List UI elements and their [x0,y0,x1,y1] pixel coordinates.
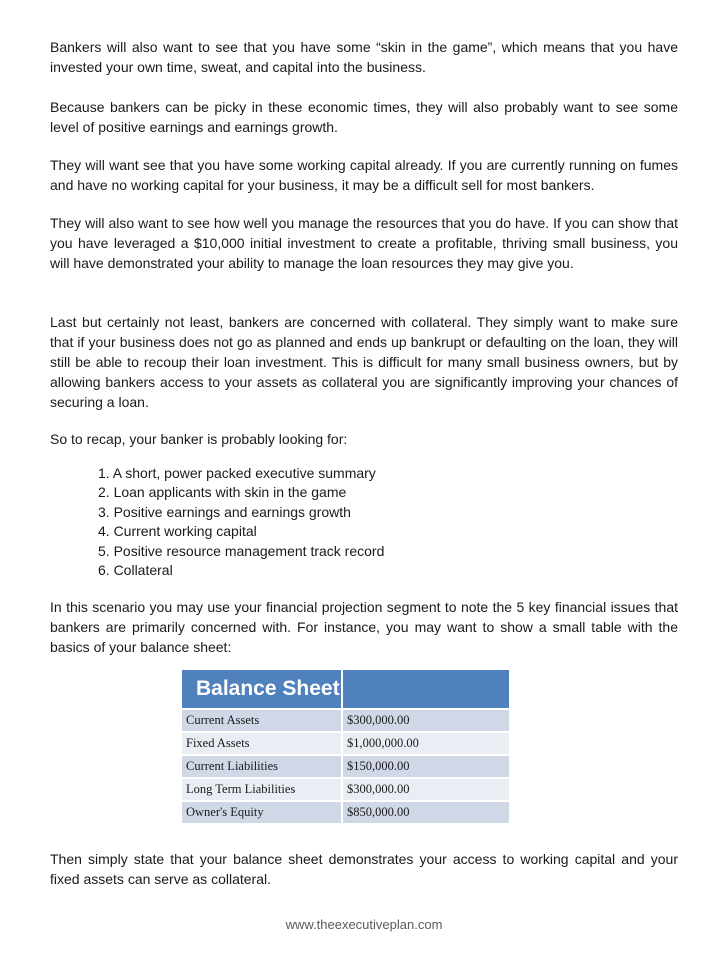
row-value: $1,000,000.00 [342,732,509,755]
paragraph-working-capital: They will want see that you have some working capital already. If you are currently running on fumes and have no working capital for your business, it may be a difficult sell for most bankers. [50,157,678,193]
list-item: 1. A short, power packed executive summary [98,465,376,481]
balance-sheet-header-row [182,670,509,709]
table-row [182,709,509,732]
table-row [182,801,509,823]
paragraph-skin-in-game: Bankers will also want to see that you have some “skin in the game”, which means that you have invested your own time, sweat, and capital into the business. [50,39,678,75]
row-label: Fixed Assets [182,732,342,755]
row-label: Owner's Equity [182,801,342,823]
paragraph-financial-projection: In this scenario you may use your financial projection segment to note the 5 key financial issues that bankers are primarily concerned with. For instance, you may want to show a small table with the basics of your balance sheet: [50,599,678,655]
list-item: 3. Positive earnings and earnings growth [98,503,351,520]
row-label: Current Liabilities [182,755,342,778]
list-item: 4. Current working capital [98,523,257,540]
balance-sheet-title: Balance Sheet [182,670,342,709]
row-label: Current Assets [182,709,342,732]
recap-list [98,464,384,580]
paragraph-recap-intro: So to recap, your banker is probably looking for: [50,431,348,447]
row-value: $300,000.00 [342,709,509,732]
list-item: 5. Positive resource management track record [98,542,385,559]
paragraph-collateral: Last but certainly not least, bankers are concerned with collateral. They simply want to make sure that if your business does not go as planned and ends up bankrupt or defaulting on the loan, they will still be able to recoup their loan investment. This is difficult for many small business owners, but by allowing bankers access to your assets as collateral you are significantly improving your chances of securing a loan. [50,314,678,410]
list-item: 2. Loan applicants with skin in the game [98,484,347,501]
table-row [182,755,509,778]
list-item: 6. Collateral [98,562,173,579]
table-row [182,732,509,755]
footer-url: www.theexecutiveplan.com [285,917,443,932]
row-value: $300,000.00 [342,778,509,801]
row-value: $850,000.00 [342,801,509,823]
paragraph-resource-management: They will also want to see how well you manage the resources that you do have. If you can show that you have leveraged a $10,000 initial investment to create a profitable, thriving small business, you will have demonstrated your ability to manage the loan resources they may give you. [50,215,678,271]
row-value: $150,000.00 [342,755,509,778]
table-row [182,778,509,801]
paragraph-conclusion: Then simply state that your balance sheet demonstrates your access to working capital and your fixed assets can serve as collateral. [50,851,678,887]
row-label: Long Term Liabilities [182,778,342,801]
paragraph-earnings: Because bankers can be picky in these economic times, they will also probably want to see some level of positive earnings and earnings growth. [50,99,678,135]
balance-sheet-header-blank [342,670,509,709]
balance-sheet-table [182,670,509,823]
